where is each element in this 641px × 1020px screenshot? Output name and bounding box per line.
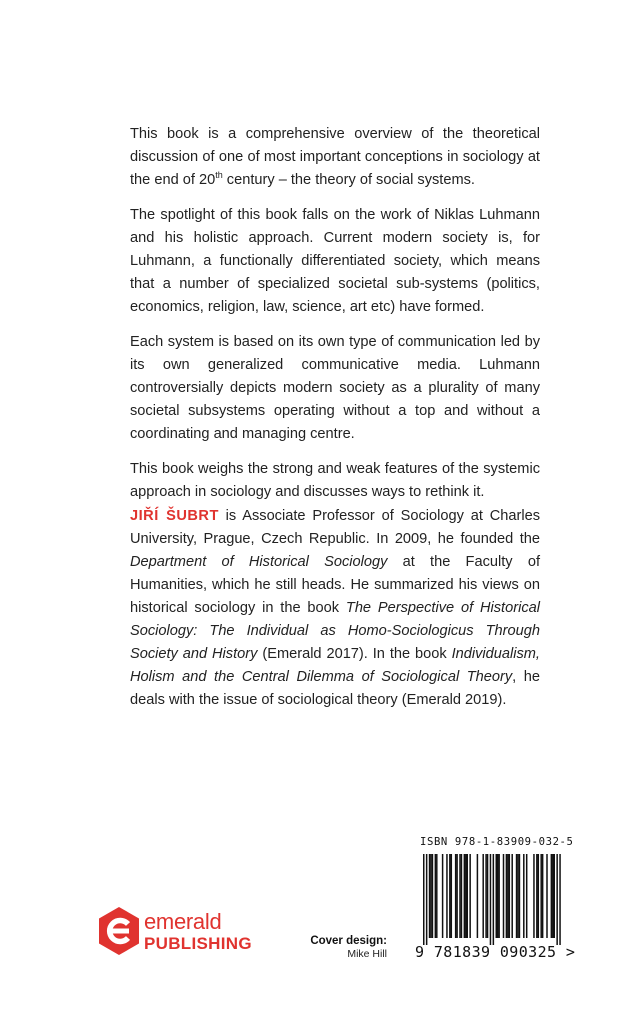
barcode-bar (542, 854, 544, 938)
barcode-bar (493, 854, 495, 945)
barcode-bar (436, 854, 438, 938)
barcode-bar (487, 854, 489, 938)
barcode-bar (554, 854, 556, 938)
barcode-bar (461, 854, 463, 938)
barcode-bar (519, 854, 521, 938)
barcode-bar (465, 854, 467, 938)
ordinal-superscript: th (215, 170, 223, 181)
barcode-bar (430, 854, 432, 938)
barcode-bar (552, 854, 554, 938)
barcode-bar (523, 854, 525, 938)
barcode-bar (536, 854, 538, 938)
barcode-bar (469, 854, 471, 938)
barcode-bar (451, 854, 453, 938)
description-paragraph-3: Each system is based on its own type of communication led by its own generalized communicative media. Luhmann controversially depicts modern society as a plurality of many societal subsystems operating without a top and without a coordinating and managing centre. (130, 334, 540, 442)
cover-design-credit (310, 934, 387, 961)
barcode-bar (497, 854, 499, 938)
publisher-logo (97, 905, 257, 965)
barcode-bar (516, 854, 518, 938)
description-paragraph-2: The spotlight of this book falls on the work of Niklas Luhmann and his holistic approach. Current modern society is, for Luhmann, a functionally differentiated society, which means that a number of specialized societal sub-systems (politics, economics, religion, law, science, art etc) have formed. (130, 207, 540, 315)
barcode-bar (456, 854, 458, 938)
barcode-bar (533, 854, 535, 938)
barcode-bar (435, 854, 437, 938)
book-title-2017: The Perspective of Historical Sociology: The Individual as Homo-Sociologicus Through Society and History (130, 600, 540, 662)
description-paragraph-4: This book weighs the strong and weak features of the systemic approach in sociology and discusses ways to rethink it. (130, 461, 540, 500)
barcode-bars (416, 854, 566, 946)
barcode-bar (559, 854, 561, 945)
book-title-2019: Individualism, Holism and the Central Dilemma of Sociological Theory (130, 646, 540, 685)
barcode-bar (423, 854, 425, 945)
barcode-bar (517, 854, 519, 938)
barcode-bar (546, 854, 548, 938)
isbn-barcode (413, 832, 576, 967)
barcode-bar (455, 854, 457, 938)
logo-publishing: PUBLISHING (144, 934, 252, 953)
barcode-bar (538, 854, 540, 938)
author-bio (130, 505, 540, 724)
barcode-bar (429, 854, 431, 938)
author-name: JIŘÍ ŠUBRT (130, 508, 219, 524)
emerald-hexagon-icon (97, 905, 141, 957)
logo-wordmark: emerald (144, 909, 222, 934)
barcode-bar (459, 854, 461, 938)
author-bio-paragraph: JIŘÍ ŠUBRT is Associate Professor of Sociology at Charles University, Prague, Czech Republic. In 2009, he founded the Department of Historical Sociology at the Faculty of Humanities, which he still heads. He summarized his views on historical sociology in the book The Perspective of Historical Sociology: The Individual as Homo-Sociologicus Through Society and History (Emerald 2017). In the book Individualism, Holism and the Central Dilemma of Sociological Theory, he deals with the issue of sociological theory (Emerald 2019). (130, 508, 540, 708)
barcode-bar (432, 854, 434, 938)
description-paragraph-1: This book is a comprehensive overview of the theoretical discussion of one of most important conceptions in sociology at the end of 20th century – the theory of social systems. (130, 126, 540, 188)
barcode-bar (551, 854, 553, 938)
barcode-bar (490, 854, 492, 945)
barcode-bar (464, 854, 466, 938)
cover-design-label: Cover design: (310, 935, 387, 947)
barcode-bar (467, 854, 469, 938)
barcode-bar (503, 854, 505, 938)
isbn-label: ISBN 978-1-83909-032-5 (420, 836, 574, 848)
barcode-bar (449, 854, 451, 938)
barcode-bar (540, 854, 542, 938)
barcode-digits: 9 781839 090325 > (415, 943, 576, 961)
barcode-bar (526, 854, 528, 938)
barcode-bar (496, 854, 498, 938)
barcode-bar (485, 854, 487, 938)
barcode-bar (506, 854, 508, 938)
barcode-bar (482, 854, 484, 938)
barcode-bar (509, 854, 511, 938)
barcode-bar (442, 854, 444, 938)
barcode-bar (556, 854, 558, 945)
barcode-bar (507, 854, 509, 938)
barcode-bar (477, 854, 479, 938)
barcode-bar (426, 854, 428, 945)
book-description (130, 123, 540, 516)
cover-designer-name: Mike Hill (347, 948, 387, 960)
barcode-bar (511, 854, 513, 938)
barcode-bar (446, 854, 448, 938)
barcode-bar (498, 854, 500, 938)
department-title: Department of Historical Sociology (130, 554, 388, 570)
